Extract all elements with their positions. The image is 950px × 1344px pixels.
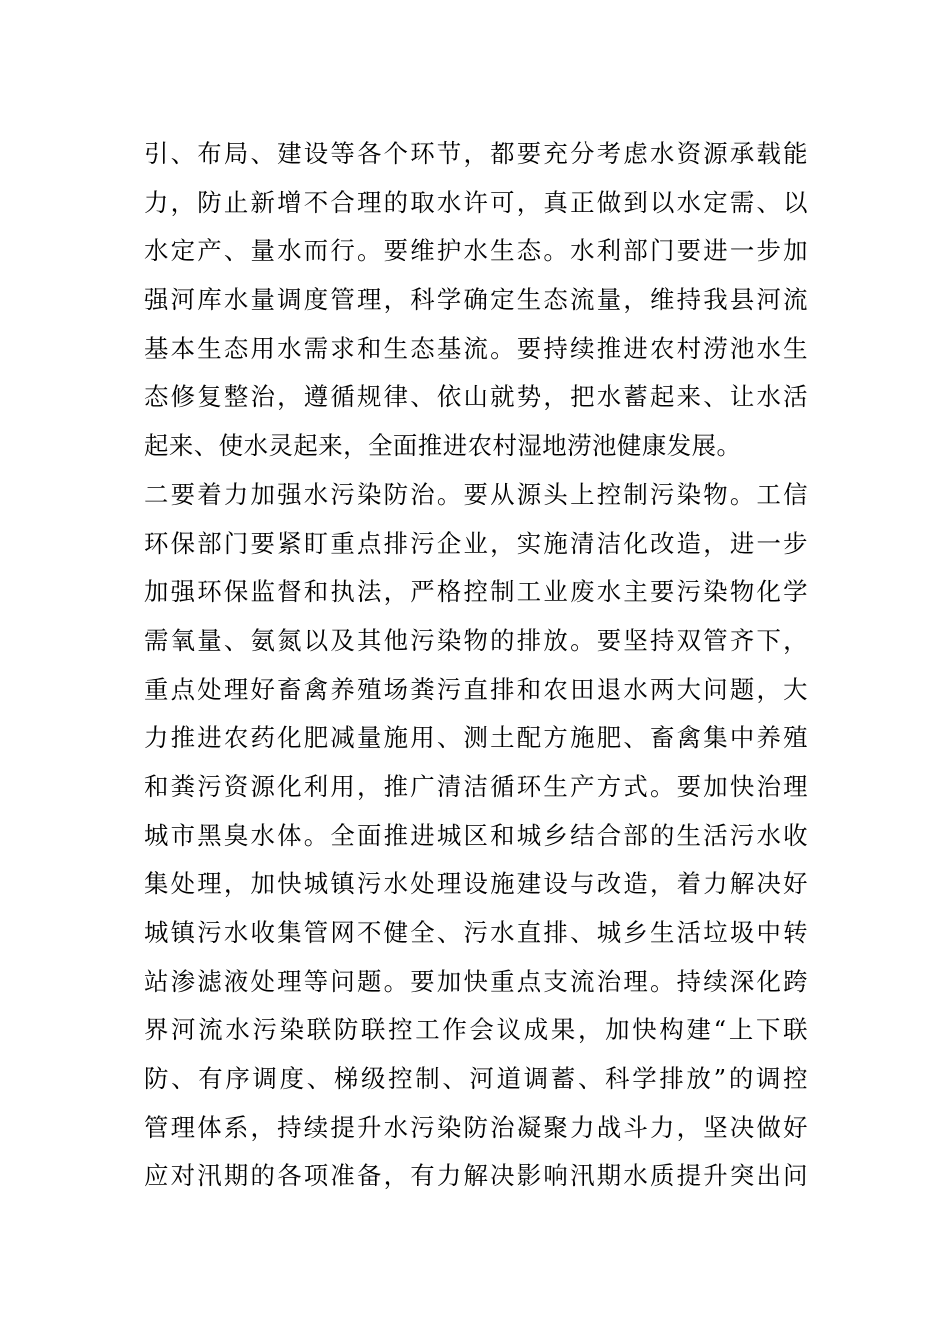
text-line: 和粪污资源化利用，推广清洁循环生产方式。要加快治理 xyxy=(144,771,808,801)
text-line: 需氧量、氨氮以及其他污染物的排放。要坚持双管齐下， xyxy=(144,625,808,655)
text-line: 管理体系，持续提升水污染防治凝聚力战斗力，坚决做好 xyxy=(144,1112,808,1142)
text-line: 重点处理好畜禽养殖场粪污直排和农田退水两大问题，大 xyxy=(144,674,808,704)
text-line: 引、布局、建设等各个环节，都要充分考虑水资源承载能 xyxy=(144,139,808,168)
text-line: 强河库水量调度管理，科学确定生态流量，维持我县河流 xyxy=(144,285,808,315)
text-line: 城市黑臭水体。全面推进城区和城乡结合部的生活污水收 xyxy=(144,820,808,850)
text-line: 集处理，加快城镇污水处理设施建设与改造，着力解决好 xyxy=(144,869,808,899)
text-line: 城镇污水收集管网不健全、污水直排、城乡生活垃圾中转 xyxy=(144,918,808,947)
text-line: 防、有序调度、梯级控制、河道调蓄、科学排放”的调控 xyxy=(144,1064,808,1094)
text-line: 二要着力加强水污染防治。要从源头上控制污染物。工信 xyxy=(144,479,808,509)
text-line: 力，防止新增不合理的取水许可，真正做到以水定需、以 xyxy=(144,187,808,217)
text-line: 环保部门要紧盯重点排污企业，实施清洁化改造，进一步 xyxy=(144,528,808,558)
text-line: 态修复整治，遵循规律、依山就势，把水蓄起来、让水活 xyxy=(144,382,808,412)
text-line: 水定产、量水而行。要维护水生态。水利部门要进一步加 xyxy=(144,236,808,266)
text-line: 基本生态用水需求和生态基流。要持续推进农村涝池水生 xyxy=(144,333,808,363)
text-line: 力推进农药化肥减量施用、测土配方施肥、畜禽集中养殖 xyxy=(144,723,808,753)
body-text xyxy=(144,130,808,1201)
text-line: 起来、使水灵起来，全面推进农村湿地涝池健康发展。 xyxy=(144,431,742,461)
text-line: 界河流水污染联防联控工作会议成果，加快构建“上下联 xyxy=(144,1015,808,1045)
text-line: 应对汛期的各项准备，有力解决影响汛期水质提升突出问 xyxy=(144,1161,808,1191)
text-line: 站渗滤液处理等问题。要加快重点支流治理。持续深化跨 xyxy=(144,966,808,996)
text-line: 加强环保监督和执法，严格控制工业废水主要污染物化学 xyxy=(144,577,808,607)
